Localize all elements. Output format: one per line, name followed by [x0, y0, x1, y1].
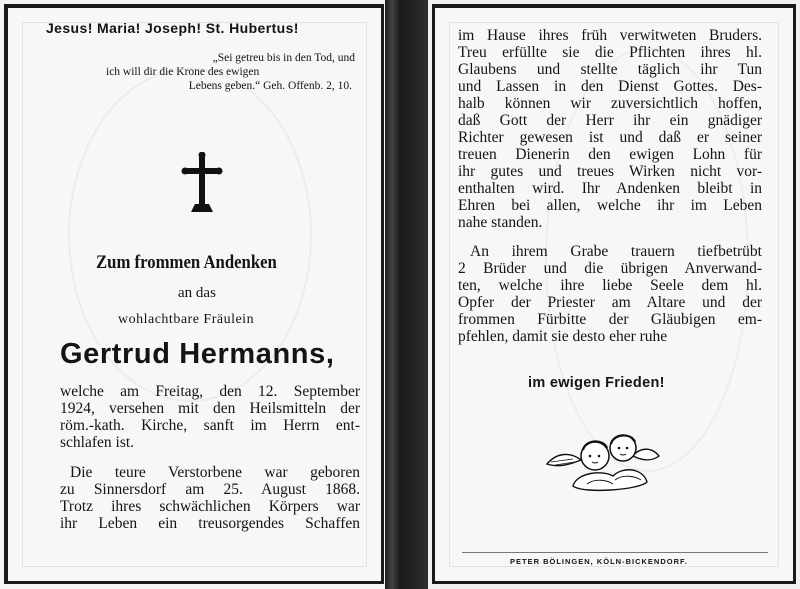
closing-line: im ewigen Frieden! — [528, 375, 665, 391]
right-body-line: pfehlen, damit sie desto eher ruhe — [458, 328, 668, 345]
printer-divider — [462, 552, 768, 553]
right-body-line: ten, welche ihre liebe Seele dem hl. — [458, 277, 762, 294]
right-body-line: Opfer der Priester am Altare und der — [458, 294, 762, 311]
left-body-line: Die teure Verstorbene war geboren — [70, 464, 360, 481]
cherubs-icon — [543, 428, 663, 498]
quote-line-1: „Sei getreu bis in den Tod, und — [212, 52, 355, 64]
right-body-line: enthalten wird. Ihr Andenken bleibt in — [458, 180, 762, 197]
right-body-line: und Lassen in den Dienst Gottes. Des- — [458, 78, 762, 95]
right-body-line: halb können wir zuversichtlich hoffen, — [458, 95, 762, 112]
right-body-line: im Hause ihres früh verwitweten Bruders. — [458, 27, 762, 44]
an-das-text: an das — [178, 285, 216, 301]
right-body-line: Richter gewesen ist und daß er seiner — [458, 129, 762, 146]
right-body-line: nahe standen. — [458, 214, 543, 231]
honorific-text: wohlachtbare Fräulein — [118, 312, 255, 327]
right-body-line: treuen Dienerin den ewigen Lohn für — [458, 146, 762, 163]
left-body-line: welche am Freitag, den 12. September — [60, 383, 360, 400]
printer-imprint: PETER BÖLINGEN, KÖLN-BICKENDORF. — [510, 557, 688, 566]
right-body-line: Ehren bei allen, welche ihr im Leben — [458, 197, 762, 214]
right-body-line: Treu erfüllte sie die Pflichten ihres hl. — [458, 44, 762, 61]
header-invocation: Jesus! Maria! Joseph! St. Hubertus! — [46, 20, 299, 36]
right-body-line: Glaubens und stellte täglich ihr Tun — [458, 61, 762, 78]
left-body-line: zu Sinnersdorf am 25. August 1868. — [60, 481, 360, 498]
quote-line-3: Lebens geben.“ Geh. Offenb. 2, 10. — [188, 80, 352, 92]
left-body-line: schlafen ist. — [60, 434, 135, 451]
right-body-line: ihr gutes und treues Wirken nicht vor- — [458, 163, 762, 180]
memorial-title: Zum frommen Andenken — [96, 252, 277, 273]
right-body-line: frommen Fürbitte der Gläubigen em- — [458, 311, 762, 328]
right-body-line: daß Gott der Herr ihr ein gnädiger — [458, 112, 762, 129]
quote-line-2: ich will dir die Krone des ewigen — [106, 66, 260, 78]
right-body-line: An ihrem Grabe trauern tiefbetrübt — [470, 243, 762, 260]
left-body-line: röm.-kath. Kirche, sanft im Herrn ent- — [60, 417, 360, 434]
left-body-line: ihr Leben ein treusorgendes Schaffen — [60, 515, 360, 532]
left-body-line: 1924, versehen mit den Heilsmitteln der — [60, 400, 360, 417]
deceased-name: Gertrud Hermanns, — [60, 338, 335, 370]
left-body-line: Trotz ihres schwächlichen Körpers war — [60, 498, 360, 515]
right-body-line: 2 Brüder und die übrigen Anverwand- — [458, 260, 762, 277]
cross-icon — [181, 152, 223, 214]
